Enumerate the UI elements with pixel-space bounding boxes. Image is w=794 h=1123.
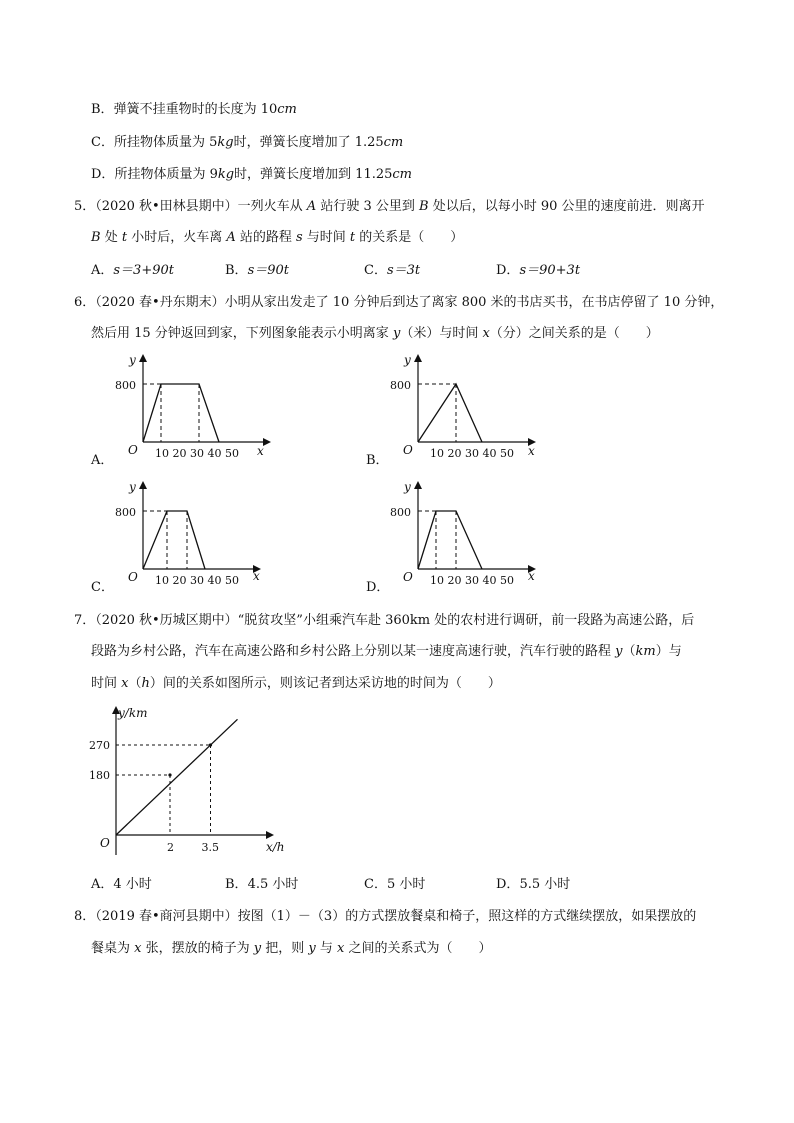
- chart-marks: [89, 719, 238, 854]
- var: B: [91, 230, 101, 245]
- q5-option-d: [496, 262, 580, 280]
- option-text: 4 小时: [113, 877, 152, 892]
- x-label: x: [257, 444, 264, 458]
- var: x: [134, 941, 142, 956]
- option-text: 时，弹簧长度增加了 1.25: [233, 135, 384, 150]
- y-axis-arrow: [139, 481, 147, 489]
- var: y: [615, 644, 623, 659]
- text: 站行驶 3 公里到: [316, 199, 419, 214]
- y-tick-800: 800: [115, 506, 136, 519]
- graph-line: [143, 384, 219, 442]
- var: t: [349, 230, 356, 245]
- var: s: [295, 230, 303, 245]
- option-label: A．: [91, 877, 114, 892]
- y-axis-arrow: [414, 481, 422, 489]
- text: ）与: [655, 644, 682, 659]
- option-text: 4.5 小时: [247, 877, 299, 892]
- x-ticks: 10 20 30 40 50: [155, 447, 239, 460]
- text: （米）与时间: [400, 326, 483, 341]
- text: 小时后，火车离: [127, 230, 227, 245]
- q5-option-a: [91, 262, 174, 280]
- y-tick-800: 800: [390, 506, 411, 519]
- text: 张，摆放的椅子为: [141, 941, 254, 956]
- y-tick-label-180: 180: [89, 769, 110, 782]
- var: A: [306, 199, 317, 214]
- origin-label: O: [403, 443, 413, 457]
- option-label: B．: [225, 263, 248, 278]
- q6-graph-a-label: A．: [91, 453, 114, 468]
- q5-stem-line2: [91, 229, 463, 247]
- origin-label: O: [100, 836, 110, 850]
- origin-label: O: [128, 570, 138, 584]
- var: y: [392, 326, 401, 341]
- option-label: C．: [364, 877, 387, 892]
- q4-option-c: [91, 134, 403, 152]
- var: B: [419, 199, 429, 214]
- var: y: [253, 941, 262, 956]
- graph-line: [418, 511, 482, 569]
- q7-line-chart: [80, 700, 300, 860]
- option-expr: s＝3+90t: [113, 263, 174, 278]
- x-tick-label-3.5: 3.5: [201, 841, 219, 854]
- q6-graph-c: [115, 479, 275, 589]
- text: 然后用 15 分钟返回到家，下列图象能表示小明离家: [91, 326, 393, 341]
- origin-label: O: [403, 570, 413, 584]
- text: 餐桌为: [91, 941, 135, 956]
- q6-stem-line2: [91, 325, 659, 343]
- var: A: [226, 230, 236, 245]
- text: （: [128, 676, 142, 691]
- option-label: B．: [91, 102, 114, 117]
- option-text: 时，弹簧长度增加到 11.25: [234, 167, 393, 182]
- option-label: B．: [225, 877, 248, 892]
- unit: kg: [217, 167, 235, 182]
- origin-label: O: [128, 443, 138, 457]
- q7-option-a: [91, 876, 152, 894]
- x-axis-arrow: [266, 831, 274, 839]
- data-point-2: [209, 743, 212, 746]
- q6-graph-a: [115, 352, 275, 462]
- y-axis-label: y/km: [118, 706, 148, 720]
- option-text: 5.5 小时: [519, 877, 571, 892]
- q8-stem-line2: [91, 940, 491, 958]
- x-tick-label-2: 2: [167, 841, 174, 854]
- y-label: y: [404, 353, 411, 367]
- option-label: A．: [91, 263, 114, 278]
- q7-option-c: [364, 876, 425, 894]
- q7-option-b: [225, 876, 298, 894]
- q5-option-b: [225, 262, 289, 280]
- q4-option-b: [91, 101, 297, 119]
- y-label: y: [129, 480, 136, 494]
- option-expr: s＝90+3t: [519, 263, 581, 278]
- graph-line: [418, 384, 482, 442]
- var: t: [121, 230, 128, 245]
- unit: cm: [277, 102, 297, 117]
- y-tick-800: 800: [390, 379, 411, 392]
- x-ticks: 10 20 30 40 50: [155, 574, 239, 587]
- q6-graph-b: [390, 352, 550, 462]
- q7-option-d: [496, 876, 570, 894]
- option-label: C．: [364, 263, 387, 278]
- y-tick-800: 800: [115, 379, 136, 392]
- x-label: x: [528, 444, 535, 458]
- x-axis-label: x/h: [266, 840, 285, 854]
- option-label: D．: [91, 167, 115, 182]
- x-ticks: 10 20 30 40 50: [430, 447, 514, 460]
- var: x: [482, 326, 490, 341]
- option-text: 所挂物体质量为 5: [113, 135, 218, 150]
- text: 时间: [91, 676, 122, 691]
- x-label: x: [253, 569, 260, 583]
- x-ticks: 10 20 30 40 50: [430, 574, 514, 587]
- text: 段路为乡村公路，汽车在高速公路和乡村公路上分别以某一速度高速行驶，汽车行驶的路程: [91, 644, 616, 659]
- unit: h: [141, 676, 150, 691]
- var: x: [121, 676, 129, 691]
- q5-option-c: [364, 262, 420, 280]
- text: 把，则: [261, 941, 309, 956]
- text: 处: [100, 230, 122, 245]
- unit: kg: [217, 135, 234, 150]
- text: 5．（2020 秋•田林县期中）一列火车从: [74, 199, 307, 214]
- text: 与时间: [302, 230, 350, 245]
- y-axis-arrow: [414, 354, 422, 362]
- option-expr: s＝3t: [386, 263, 421, 278]
- q8-stem-line1: 8．（2019 春•商河县期中）按图（1）－（3）的方式摆放餐桌和椅子，照这样的方式继续摆放，如果摆放的: [74, 909, 697, 924]
- q4-option-d: [91, 166, 412, 184]
- x-label: x: [528, 569, 535, 583]
- q6-stem-line1: 6．（2020 春•丹东期末）小明从家出发走了 10 分钟后到达了离家 800 米的书店买书，在书店停留了 10 分钟，: [74, 295, 724, 310]
- text: 的关系是（ ）: [355, 230, 464, 245]
- q6-graph-c-label: C．: [91, 580, 114, 595]
- q6-graph-d-label: D．: [366, 580, 390, 595]
- var: x: [337, 941, 345, 956]
- option-text: 5 小时: [386, 877, 426, 892]
- q7-stem-line2: [91, 643, 682, 661]
- unit: cm: [383, 135, 404, 150]
- option-label: D．: [496, 877, 520, 892]
- y-label: y: [129, 353, 136, 367]
- unit: km: [635, 644, 656, 659]
- q6-graph-b-label: B．: [366, 453, 389, 468]
- unit: cm: [392, 167, 413, 182]
- text: 与: [315, 941, 337, 956]
- q5-stem-line1: [74, 198, 705, 216]
- text: （: [622, 644, 636, 659]
- text: 处以后，以每小时 90 公里的速度前进．则离开: [428, 199, 705, 214]
- q7-stem-line1: 7．（2020 秋•历城区期中）“脱贫攻坚”小组乘汽车赴 360km 处的农村进行调研，前一段路为高速公路，后: [74, 613, 695, 628]
- option-text: 弹簧不挂重物时的长度为 10: [113, 102, 278, 117]
- x-axis-arrow: [263, 438, 271, 446]
- y-axis-arrow: [139, 354, 147, 362]
- text: 之间的关系式为（ ）: [344, 941, 492, 956]
- text: （分）之间关系的是（ ）: [489, 326, 659, 341]
- series-line: [116, 719, 238, 835]
- text: ）间的关系如图所示，则该记者到达采访地的时间为（ ）: [149, 676, 501, 691]
- option-expr: s＝90t: [247, 263, 290, 278]
- y-label: y: [404, 480, 411, 494]
- option-text: 所挂物体质量为 9: [114, 167, 218, 182]
- q6-graph-d: [390, 479, 550, 589]
- data-point-1: [168, 773, 171, 776]
- option-label: C．: [91, 135, 114, 150]
- var: y: [308, 941, 316, 956]
- q7-stem-line3: [91, 675, 501, 693]
- graph-line: [143, 511, 205, 569]
- y-tick-label-270: 270: [89, 739, 110, 752]
- text: 站的路程: [235, 230, 296, 245]
- option-label: D．: [496, 263, 520, 278]
